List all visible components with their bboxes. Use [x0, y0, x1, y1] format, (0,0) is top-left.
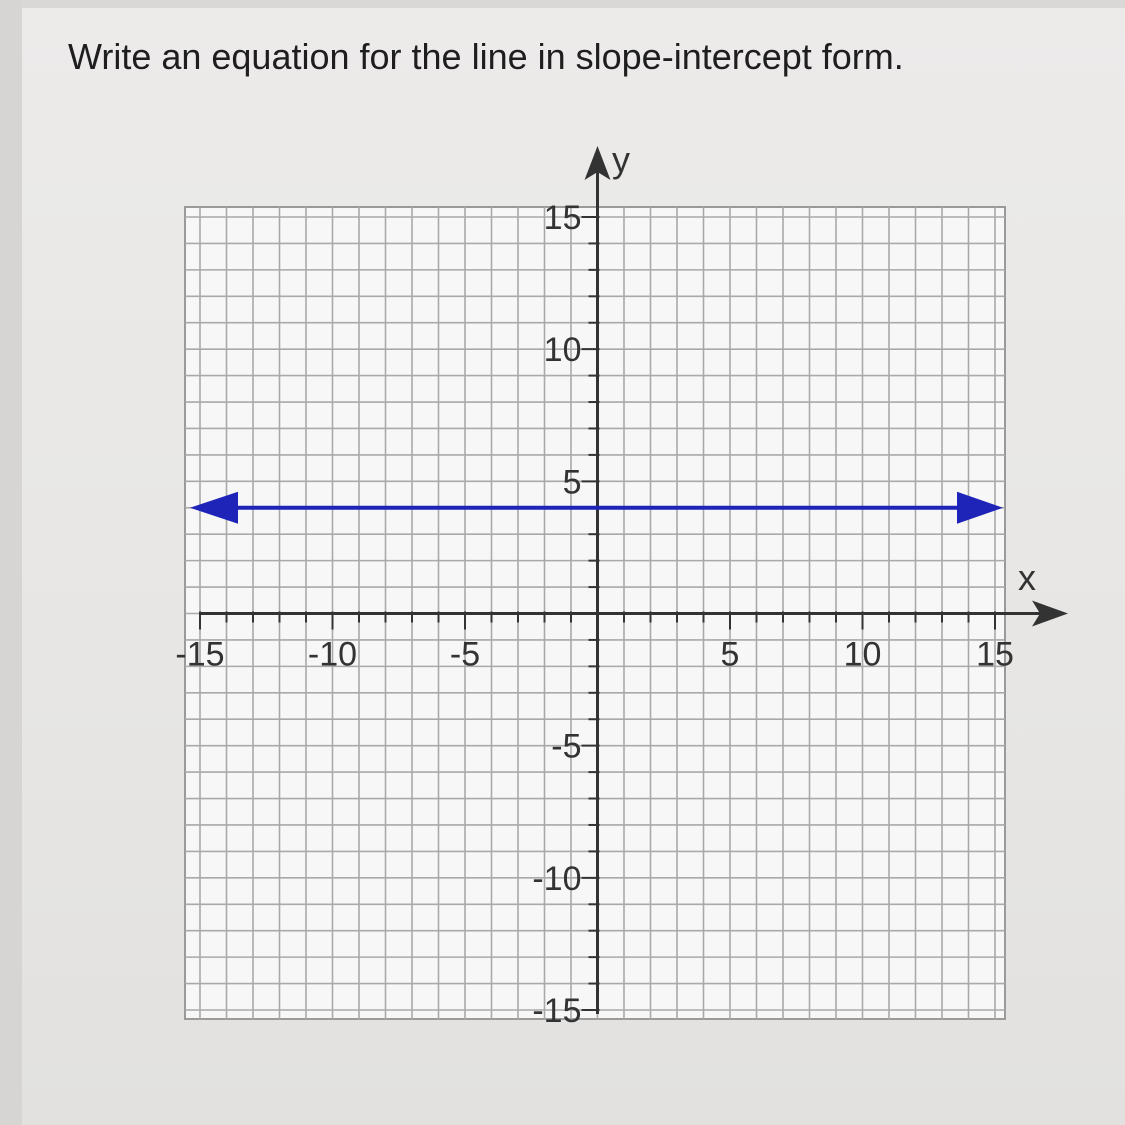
- x-tick-label: 5: [720, 635, 740, 674]
- y-tick-label: 15: [543, 199, 582, 237]
- question-text: Write an equation for the line in slope-intercept form.: [68, 36, 904, 77]
- y-tick-label: -15: [532, 992, 582, 1030]
- y-axis-label: y: [612, 139, 630, 180]
- x-tick-label: -10: [307, 635, 358, 674]
- x-tick-label: -15: [175, 635, 225, 674]
- y-tick-label: 10: [543, 331, 582, 370]
- x-tick-label: -5: [449, 635, 481, 674]
- y-tick-label: 5: [562, 463, 582, 502]
- y-tick-label: -5: [551, 727, 582, 766]
- x-tick-label: 10: [843, 635, 882, 674]
- x-axis-label: x: [1018, 557, 1036, 598]
- y-tick-label: -10: [532, 859, 582, 898]
- x-tick-label: 15: [976, 635, 1014, 674]
